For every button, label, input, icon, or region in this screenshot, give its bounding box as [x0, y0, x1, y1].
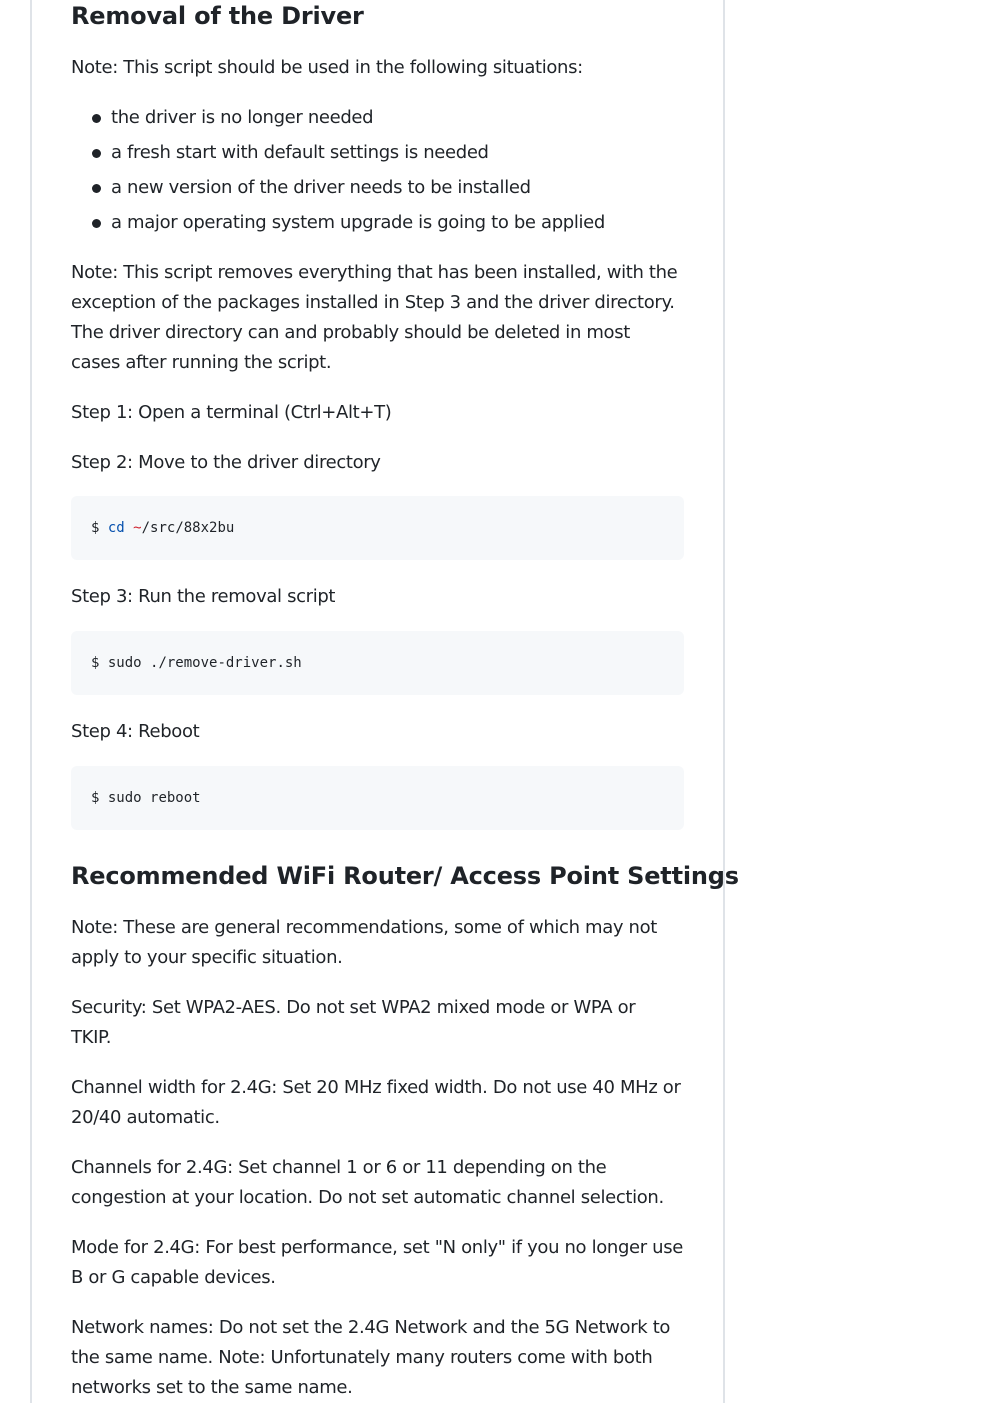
code-command: sudo reboot [107, 790, 201, 806]
router-security: Security: Set WPA2-AES. Do not set WPA2 mixed mode or WPA or TKIP. [71, 997, 636, 1048]
step-3: Step 3: Run the removal script [71, 586, 336, 607]
list-item: a fresh start with default settings is needed [71, 135, 684, 170]
list-item: a new version of the driver needs to be installed [71, 170, 684, 205]
situations-list [71, 100, 684, 240]
bullet-icon [92, 184, 101, 193]
router-channels: Channels for 2.4G: Set channel 1 or 6 or 11 depending on the congestion at your location. Do not set automatic channel selection. [71, 1157, 664, 1208]
router-note: Note: These are general recommendations, some of which may not apply to your specific situation. [71, 917, 657, 968]
code-prompt: $ [91, 655, 100, 671]
router-heading: Recommended WiFi Router/ Access Point Settings [71, 862, 739, 890]
removal-intro: Note: This script should be used in the following situations: [71, 57, 583, 78]
bullet-icon [92, 219, 101, 228]
step-2: Step 2: Move to the driver directory [71, 452, 381, 473]
code-prompt: $ [91, 520, 100, 536]
list-item: a major operating system upgrade is going to be applied [71, 205, 684, 240]
list-item: the driver is no longer needed [71, 100, 684, 135]
code-path: /src/88x2bu [141, 520, 235, 536]
code-tilde: ~ [133, 520, 142, 536]
code-command: cd [107, 520, 125, 536]
step-4: Step 4: Reboot [71, 721, 200, 742]
code-block-remove[interactable] [71, 631, 684, 695]
router-channel-width: Channel width for 2.4G: Set 20 MHz fixed width. Do not use 40 MHz or 20/40 automatic. [71, 1077, 681, 1128]
bullet-icon [92, 149, 101, 158]
code-block-cd[interactable] [71, 496, 684, 560]
code-block-reboot[interactable] [71, 766, 684, 830]
code-command: sudo ./remove-driver.sh [107, 655, 302, 671]
router-network-names: Network names: Do not set the 2.4G Network and the 5G Network to the same name. Note: Unfortunately many routers come with both networks set to the same name. [71, 1317, 671, 1398]
bullet-icon [92, 114, 101, 123]
removal-heading: Removal of the Driver [71, 2, 364, 30]
step-1: Step 1: Open a terminal (Ctrl+Alt+T) [71, 402, 392, 423]
removal-note: Note: This script removes everything that has been installed, with the exception of the packages installed in Step 3 and the driver directory. The driver directory can and probably should be deleted in most cases after running the script. [71, 262, 678, 373]
code-prompt: $ [91, 790, 100, 806]
router-mode: Mode for 2.4G: For best performance, set "N only" if you no longer use B or G capable devices. [71, 1237, 683, 1288]
